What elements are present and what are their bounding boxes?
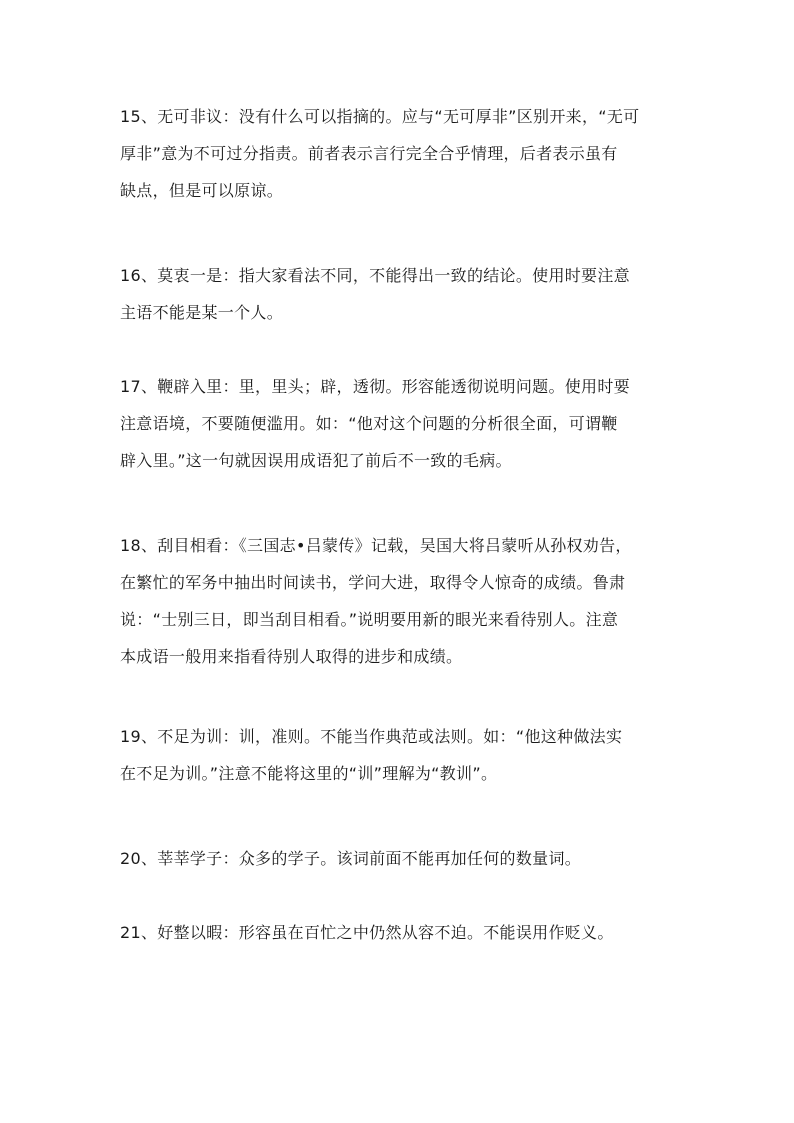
entry-16 <box>120 257 680 331</box>
entry-18 <box>120 527 680 675</box>
entry-21 <box>120 914 680 951</box>
entry-20 <box>120 840 680 877</box>
entry-19 <box>120 718 680 792</box>
entry-line: 在不足为训。”注意不能将这里的“训”理解为“教训”。 <box>120 764 498 783</box>
entry-line: 16、莫衷一是：指大家看法不同，不能得出一致的结论。使用时要注意 <box>120 266 630 285</box>
entry-line: 缺点，但是可以原谅。 <box>120 181 284 200</box>
entry-line: 厚非”意为不可过分指责。前者表示言行完全合乎情理，后者表示虽有 <box>120 144 618 163</box>
entry-15 <box>120 98 680 209</box>
entry-17 <box>120 368 680 479</box>
entry-line: 注意语境，不要随便滥用。如：“他对这个问题的分析很全面，可谓鞭 <box>120 414 618 433</box>
entry-line: 本成语一般用来指看待别人取得的进步和成绩。 <box>120 647 463 666</box>
entry-line: 说：“士别三日，即当刮目相看。”说明要用新的眼光来看待别人。注意 <box>120 610 619 629</box>
entry-line: 在繁忙的军务中抽出时间读书，学问大进，取得令人惊奇的成绩。鲁肃 <box>120 573 626 592</box>
entry-line: 主语不能是某一个人。 <box>120 303 284 322</box>
entry-line: 19、不足为训：训，准则。不能当作典范或法则。如：“他这种做法实 <box>120 727 623 746</box>
entry-line: 15、无可非议：没有什么可以指摘的。应与“无可厚非”区别开来，“无可 <box>120 107 640 126</box>
entry-line: 辟入里。”这一句就因误用成语犯了前后不一致的毛病。 <box>120 451 512 470</box>
entry-line: 18、刮目相看：《三国志•吕蒙传》记载，吴国大将吕蒙听从孙权劝告， <box>120 536 632 555</box>
entry-line: 21、好整以暇：形容虽在百忙之中仍然从容不迫。不能误用作贬义。 <box>120 923 614 942</box>
entry-line: 17、鞭辟入里：里，里头；辟，透彻。形容能透彻说明问题。使用时要 <box>120 377 630 396</box>
entry-line: 20、莘莘学子：众多的学子。该词前面不能再加任何的数量词。 <box>120 849 582 868</box>
